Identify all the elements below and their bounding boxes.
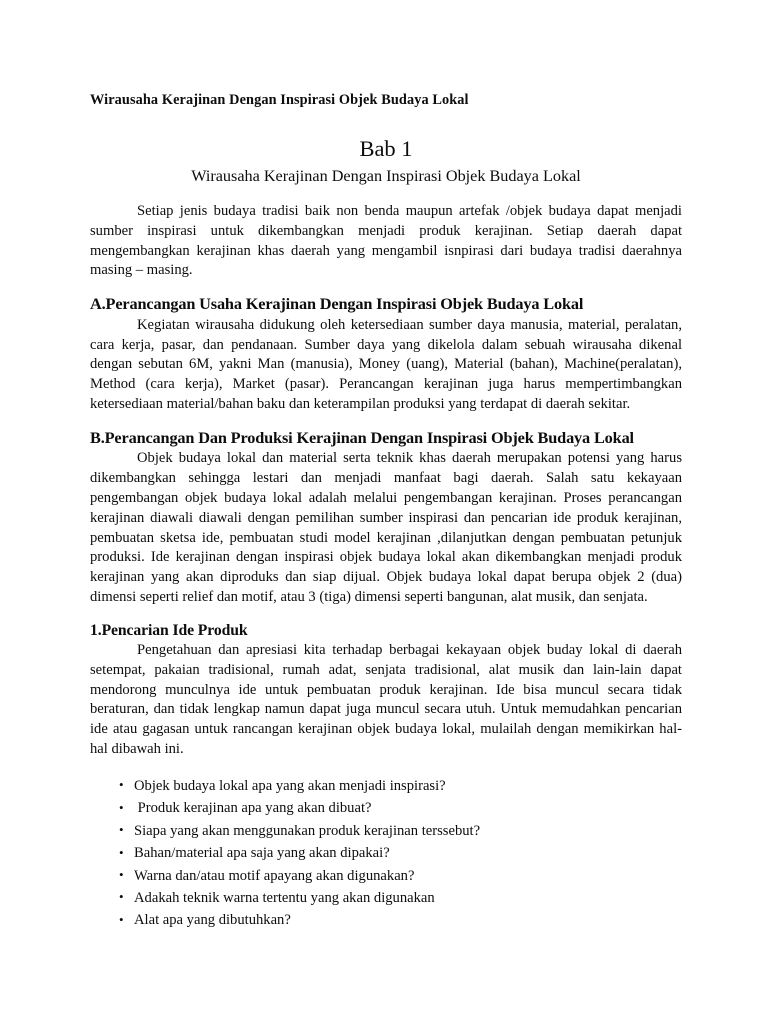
page-content [90, 92, 682, 931]
subsection-1-heading: 1.Pencarian Ide Produk [90, 621, 248, 639]
list-item: • Objek budaya lokal apa yang akan menjadi inspirasi? [90, 777, 682, 796]
document-running-title: Wirausaha Kerajinan Dengan Inspirasi Objek Budaya Lokal [90, 92, 469, 108]
idea-question-list [90, 777, 682, 931]
section-b-paragraph: Objek budaya lokal dan material serta teknik khas daerah merupakan potensi yang harus dikembangkan sehingga lestari dan menjadi manfaat bagi daerah. Salah satu kekayaan pengembangan objek budaya lokal adalah melalui pengembangan kerajinan. Proses perancangan kerajinan diawali diawali dengan pemilihan sumber inspirasi dan pencarian ide produk kerajinan, pembuatan sketsa ide, pembuatan studi model kerajinan ,dilanjutkan dengan pembuatan petunjuk produksi. Ide kerajinan dengan inspirasi objek budaya lokal akan dikembangkan menjadi produk kerajinan yang akan diproduks dan siap dijual. Objek budaya lokal dapat berupa objek 2 (dua) dimensi seperti relief dan motif, atau 3 (tiga) dimensi seperti bangunan, alat musik, dan senjata. [90, 450, 682, 605]
section-b-heading: B.Perancangan Dan Produksi Kerajinan Dengan Inspirasi Objek Budaya Lokal [90, 427, 634, 447]
chapter-number-heading: Bab 1 [359, 135, 413, 161]
subsection-1-paragraph: Pengetahuan dan apresiasi kita terhadap berbagai kekayaan objek buday lokal di daerah setempat, pakaian tradisional, rumah adat, senjata tradisional, alat musik dan lain-lain dapat mendorong munculnya ide untuk pembuatan produk kerajinan. Ide bisa muncul secara tidak beraturan, dan tidak lengkap namun dapat juga muncul secara utuh. Untuk memudahkan pencarian ide atau gagasan untuk rancangan kerajinan objek budaya lokal, mulailah dengan memikirkan hal-hal dibawah ini. [90, 642, 682, 758]
intro-paragraph: Setiap jenis budaya tradisi baik non benda maupun artefak /objek budaya dapat menjadi sumber inspirasi untuk dikembangkan menjadi produk kerajinan. Setiap daerah dapat mengembangkan kerajinan khas daerah yang mengambil isnpirasi dari budaya tradisi daerahnya masing – masing. [90, 203, 682, 279]
list-item: • Warna dan/atau motif apayang akan digunakan? [90, 867, 682, 886]
list-item: • Produk kerajinan apa yang akan dibuat? [90, 799, 682, 818]
list-item: • Adakah teknik warna tertentu yang akan digunakan [90, 889, 682, 908]
list-item: • Bahan/material apa saja yang akan dipakai? [90, 844, 682, 863]
section-a-heading: A.Perancangan Usaha Kerajinan Dengan Inspirasi Objek Budaya Lokal [90, 294, 584, 314]
section-a-paragraph: Kegiatan wirausaha didukung oleh ketersediaan sumber daya manusia, material, peralatan, cara kerja, pasar, dan pendanaan. Sumber daya yang dikelola dalam sebuah wirausaha dikenal dengan sebutan 6M, yakni Man (manusia), Money (uang), Material (bahan), Machine(peralatan), Method (cara kerja), Market (pasar). Perancangan kerajinan juga harus mempertimbangkan ketersediaan material/bahan baku dan keterampilan produksi yang terdapat di daerah sekitar. [90, 316, 682, 412]
list-item: • Alat apa yang dibutuhkan? [90, 911, 682, 930]
chapter-subtitle: Wirausaha Kerajinan Dengan Inspirasi Objek Budaya Lokal [191, 166, 581, 185]
list-item: • Siapa yang akan menggunakan produk kerajinan terssebut? [90, 822, 682, 841]
